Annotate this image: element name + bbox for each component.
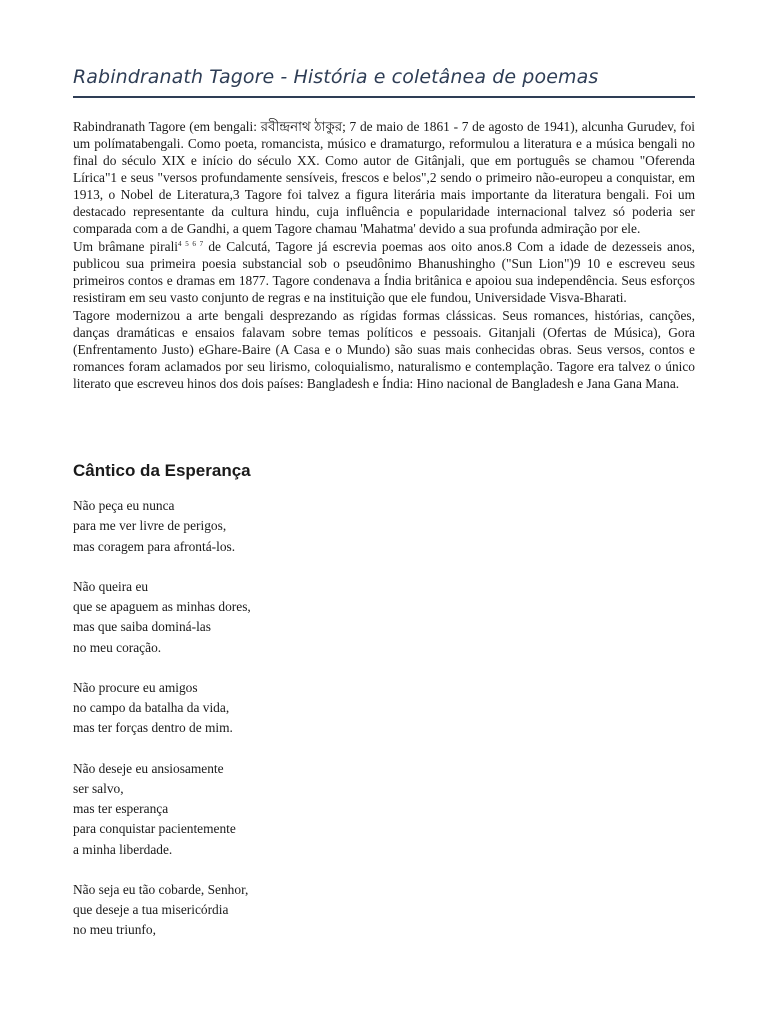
poem-verse: para me ver livre de perigos, [73,518,227,534]
poem-stanza-3 [73,678,473,739]
biography-paragraph-1: Rabindranath Tagore (em bengali: রবীন্দ্রনাথ ঠাকুর; 7 de maio de 1861 - 7 de agosto de 1941), alcunha Gurudev, foi um polímatabengali. Como poeta, romancista, músico e dramaturgo, reformulou a literatura e a música bengali no final do século XIX e início do século XX. Como autor de Gitânjali, que em português se chamou "Oferenda Lírica"1 e seus "versos profundamente sensíveis, frescos e belos",2 sendo o primeiro não-europeu a conquistar, em 1913, o Nobel de Literatura,3 Tagore foi talvez a figura literária mais importante da literatura bengali. Foi um destacado representante da cultura hindu, cuja influência e popularidade internacional talvez só poderia ser comparada com a de Gandhi, a quem Tagore chamau 'Mahatma' devido a sua profunda admiração por ele. [73,119,695,236]
poem-verse: mas ter forças dentro de mim. [73,720,233,736]
poem-verse: no meu coração. [73,639,162,655]
poem-verse: no campo da batalha da vida, [73,700,230,715]
poem-stanza-4 [73,759,473,860]
poem-verse: no meu triunfo, [73,922,156,938]
biography-paragraph-2 [73,238,695,306]
biography-paragraph-3: Tagore modernizou a arte bengali desprezando as rígidas formas clássicas. Seus romances, histórias, canções, danças dramáticas e ensaios falavam sobre temas políticos e pessoais. Gitanjali (Ofertas de Música), Gora (Enfrentamento Justo) eGhare-Baire (A Casa e o Mundo) são suas mais conhecidas obras. Seus versos, contos e romances foram aclamados por seu lirismo, coloquialismo, naturalismo e contemplação. Tagore era talvez o único literato que escreveu hinos dos dois países: Bangladesh e Índia: Hino nacional de Bangladesh e Jana Gana Mana. [73,308,695,391]
paragraph-2-start: Um brâmane pirali [73,239,179,254]
poem-verse: mas que saiba dominá-las [73,619,211,635]
poem-verse: que se apaguem as minhas dores, [73,599,251,614]
poem-verse: que deseje a tua misericórdia [73,902,229,917]
poem-verse: para conquistar pacientemente [73,821,236,837]
document-title: Rabindranath Tagore - História e coletânea de poemas [73,66,599,88]
biography-section [73,118,695,393]
poem-verse: Não queira eu [73,578,149,594]
poem-verse: Não seja eu tão cobarde, Senhor, [73,881,249,897]
poem-stanza-1 [73,496,473,557]
poem-body [73,496,473,961]
poem-verse: Não procure eu amigos [73,679,198,695]
poem-verse: ser salvo, [73,780,124,796]
title-divider [73,96,695,98]
poem-title: Cântico da Esperança [73,461,251,480]
poem-stanza-5 [73,880,473,941]
poem-verse: a minha liberdade. [73,841,173,857]
poem-verse: mas ter esperança [73,801,169,816]
poem-verse: Não peça eu nunca [73,498,175,513]
poem-verse: mas coragem para afrontá-los. [73,538,236,554]
footnote-references: 4 5 6 7 [178,240,204,248]
paragraph-2-rest: de Calcutá, Tagore já escrevia poemas aos oito anos.8 Com a idade de dezesseis anos, publicou sua primeira poesia substancial sob o pseudônimo Bhanushingho ("Sun Lion")9 10 e escreveu seus primeiros contos e dramas em 1877. Tagore condenava a Índia britânica e apoiou sua independência. Seus esforços resistiram em seu vasto conjunto de regras e na instituição que ele fundou, Universidade Visva-Bharati. [73,239,696,305]
poem-verse: Não deseje eu ansiosamente [73,760,224,776]
poem-stanza-2 [73,577,473,658]
